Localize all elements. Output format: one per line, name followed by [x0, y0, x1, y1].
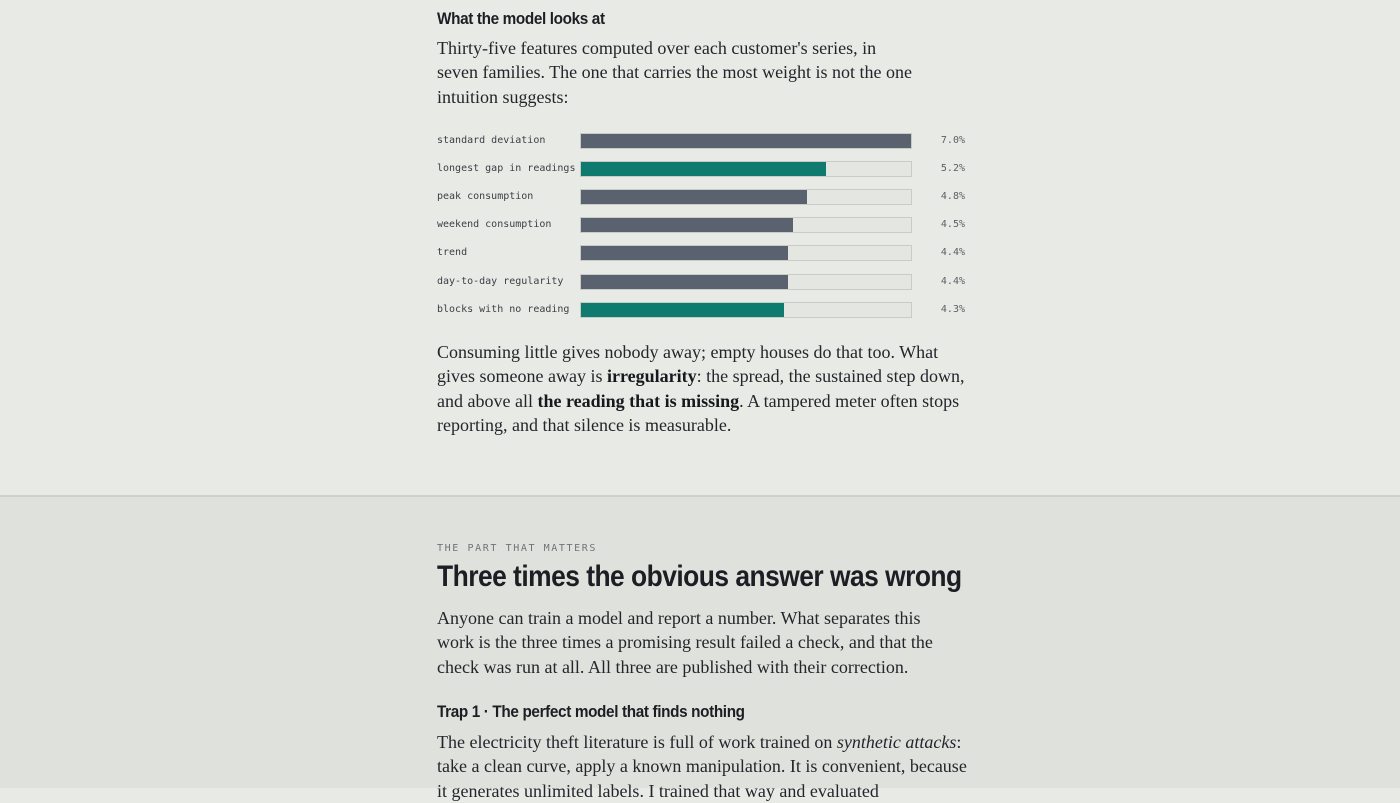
- features-intro: Thirty-five features computed over each customer's series, in seven families. The one that carries the most weight is not the one intuition suggests:: [437, 38, 913, 107]
- section-eyebrow: THE PART THAT MATTERS: [437, 543, 598, 554]
- bar-value-label: 4.5%: [940, 219, 965, 231]
- bar: [581, 134, 911, 148]
- bar-label: trend: [437, 247, 468, 259]
- emphasis-irregularity: irregularity: [606, 366, 697, 387]
- bar-value-label: 4.4%: [940, 247, 965, 259]
- bar: [581, 218, 793, 232]
- section-title: Three times the obvious answer was wrong: [437, 560, 962, 593]
- bar-track: [580, 217, 912, 233]
- bar-label: longest gap in readings: [437, 163, 576, 175]
- bar: [581, 246, 788, 260]
- bar-track: [580, 274, 912, 290]
- bar-label: weekend consumption: [437, 219, 552, 231]
- emphasis-synthetic-attacks: synthetic attacks: [836, 732, 957, 752]
- bar-label: peak consumption: [437, 191, 534, 203]
- features-heading: What the model looks at: [437, 9, 605, 28]
- bar-value-label: 7.0%: [940, 135, 965, 146]
- bar-value-label: 5.2%: [940, 163, 965, 175]
- bar-row: [437, 189, 977, 207]
- bar: [581, 275, 788, 289]
- bar-label: blocks with no reading: [437, 303, 570, 315]
- bar-track: [580, 302, 912, 318]
- bar-row: [437, 217, 977, 235]
- bar-row: [437, 302, 977, 320]
- bar-row: [437, 133, 977, 151]
- bar-label: day-to-day regularity: [437, 275, 564, 287]
- trap1-text: The electricity theft literature is full of work trained on synthetic attacks: take a clean curve, apply a known manipulation. It is convenient, because it generates unlimited labels. I trained that way and evaluated: [437, 732, 967, 801]
- bar-row: [437, 274, 977, 292]
- bar-value-label: 4.4%: [940, 275, 965, 287]
- bar-track: [580, 189, 912, 205]
- bar: [581, 190, 807, 204]
- bar: [581, 303, 784, 317]
- bar-track: [580, 133, 912, 149]
- emphasis-missing-reading: the reading that is missing: [537, 390, 740, 411]
- bar-label: standard deviation: [437, 135, 546, 146]
- traps-intro: Anyone can train a model and report a number. What separates this work is the three times a promising result failed a check, and that the check was run at all. All three are published with their correction.: [437, 608, 933, 677]
- bar-value-label: 4.3%: [940, 303, 965, 315]
- bar: [581, 162, 826, 176]
- bar-row: [437, 245, 977, 263]
- features-explanation: Consuming little gives nobody away; empty houses do that too. What gives someone away is irregularity: the spread, the sustained step down, and above all the reading that is missing. A tampered meter often stops reporting, and that silence is measurable.: [437, 342, 965, 435]
- trap1-heading: Trap 1 · The perfect model that finds nothing: [437, 702, 745, 721]
- bar-track: [580, 161, 912, 177]
- bar-track: [580, 245, 912, 261]
- bar-value-label: 4.8%: [940, 191, 965, 203]
- bar-row: [437, 161, 977, 179]
